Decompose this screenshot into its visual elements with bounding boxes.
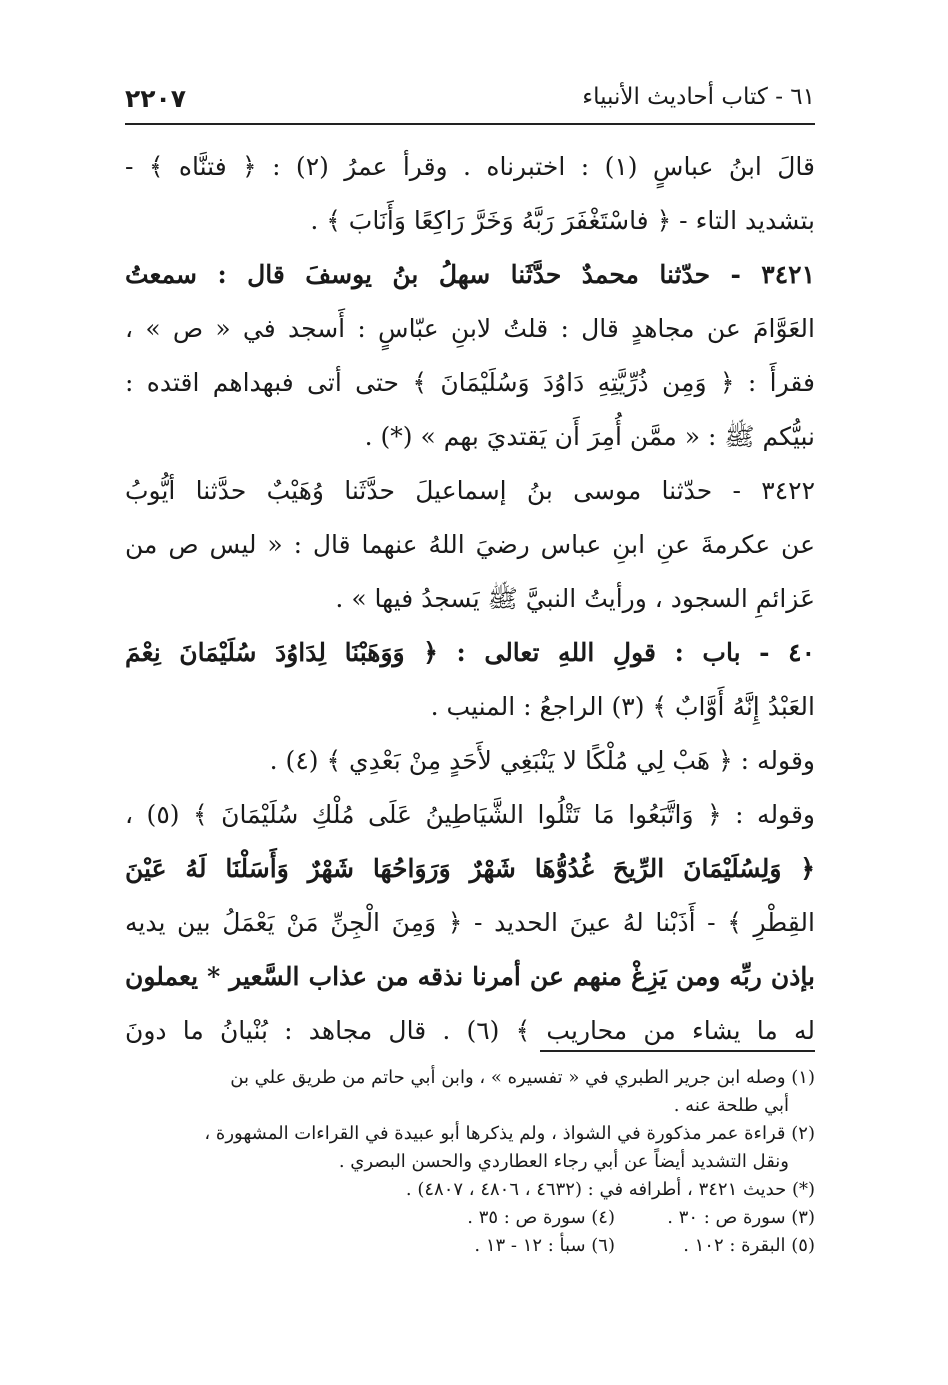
footnote-5: (٥) البقرة : ١٠٢ . xyxy=(683,1235,815,1256)
text-line: بتشديد التاء - ﴿ فاسْتَغْفَرَ رَبَّهُ وَخَرَّ رَاكِعًا وَأَنَابَ ﴾ . xyxy=(310,206,815,235)
footnote-2-cont: ونقل التشديد أيضاً عن أبي رجاء العطاردي والحسن البصري . xyxy=(338,1151,789,1172)
hadith-3422-line: ٣٤٢٢ - حدّثنا موسى بنُ إسماعيلَ حدَّثَنا وُهَيْبٌ حدَّثنا أيُّوبُ xyxy=(125,476,815,505)
footnote-star: (*) حديث ٣٤٢١ ، أطرافه في : (٤٦٣٢ ، ٤٨٠٦ ، ٤٨٠٧) . xyxy=(405,1179,815,1200)
chapter-title: ٦١ - كتاب أحاديث الأنبياء xyxy=(582,84,815,110)
text-line: نبيُّكم ﷺ : « ممَّن أُمِرَ أَن يَقتديَ بهم » (*) . xyxy=(364,422,815,451)
main-text xyxy=(125,140,815,1058)
footnote-2: (٢) قراءة عمر مذكورة في الشواذ ، ولم يذكرها أبو عبيدة في القراءات المشهورة ، xyxy=(204,1123,815,1144)
footnote-rule xyxy=(540,1050,815,1052)
text-line: وقوله : ﴿ هَبْ لِي مُلْكًا لا يَنْبَغِي لأَحَدٍ مِنْ بَعْدِي ﴾ (٤) . xyxy=(269,746,815,775)
footnote-1-cont: أبي طلحة عنه . xyxy=(673,1095,789,1116)
text-line: له ما يشاء من محاريب ﴾ (٦) . قال مجاهد : بُنْيانُ ما دونَ xyxy=(125,1016,815,1045)
chapter-40-heading: ٤٠ - باب : قولِ اللهِ تعالى : ﴿ وَوَهَبْنَا لِدَاوُدَ سُلَيْمَانَ نِعْمَ xyxy=(125,638,815,667)
page-number: ٢٢٠٧ xyxy=(125,84,187,113)
text-line: العَوَّامَ عن مجاهدٍ قال : قلتُ لابنِ عبّاسٍ : أَسجد في « ص » ، xyxy=(125,314,815,343)
footnote-3: (٣) سورة ص : ٣٠ . xyxy=(667,1207,815,1228)
text-line: القِطْرِ ﴾ - أَذَبْنا لهُ عينَ الحديد - ﴿ وَمِنَ الْجِنِّ مَنْ يَعْمَلُ بين يديه xyxy=(125,908,815,937)
text-line: فقرأَ : ﴿ وَمِن ذُرِّيَّتِهِ دَاوُدَ وَسُلَيْمَانَ ﴾ حتى أتى فبهداهم اقتده : xyxy=(125,368,815,397)
text-line: وقوله : ﴿ وَاتَّبَعُوا مَا تَتْلُوا الشَّيَاطِينُ عَلَى مُلْكِ سُلَيْمَانَ ﴾ (٥) ، xyxy=(125,800,815,829)
text-line: ﴿ وَلِسُلَيْمَانَ الرِّيحَ غُدُوُّهَا شَهْرٌ وَرَوَاحُهَا شَهْرٌ وَأَسَلْنَا لَهُ عَيْنَ xyxy=(125,854,815,883)
hadith-3421-line: ٣٤٢١ - حدّثنا محمدٌ حدَّثَنا سهلُ بنُ يوسفَ قال : سمعتُ xyxy=(125,260,815,289)
text-line: قالَ ابنُ عباسٍ (١) : اختبرناه . وقرأ عمرُ (٢) : ﴿ فتنَّاه ﴾ - xyxy=(125,152,815,181)
text-line: عن عكرمةَ عنِ ابنِ عباس رضيَ اللهُ عنهما قال : « ليس ص من xyxy=(125,530,815,559)
footnotes xyxy=(125,1064,815,1260)
header-rule xyxy=(125,123,815,125)
text-line: عَزائمِ السجود ، ورأيتُ النبيَّ ﷺ يَسجدُ فيها » . xyxy=(335,584,815,613)
footnote-row-3-4 xyxy=(125,1204,815,1232)
footnote-1: (١) وصله ابن جرير الطبري في « تفسيره » ، وابن أبي حاتم من طريق علي بن xyxy=(230,1067,815,1088)
footnote-row-5-6 xyxy=(125,1232,815,1260)
text-line: العَبْدُ إِنَّهُ أَوَّابٌ ﴾ (٣) الراجعُ : المنيب . xyxy=(430,692,815,721)
footnote-6: (٦) سبأ : ١٢ - ١٣ . xyxy=(474,1235,615,1256)
text-line: بإذن ربِّه ومن يَزِغْ منهم عن أمرنا نذقه من عذاب السَّعير * يعملون xyxy=(125,962,815,991)
footnote-4: (٤) سورة ص : ٣٥ . xyxy=(467,1207,615,1228)
page-header xyxy=(125,78,815,118)
